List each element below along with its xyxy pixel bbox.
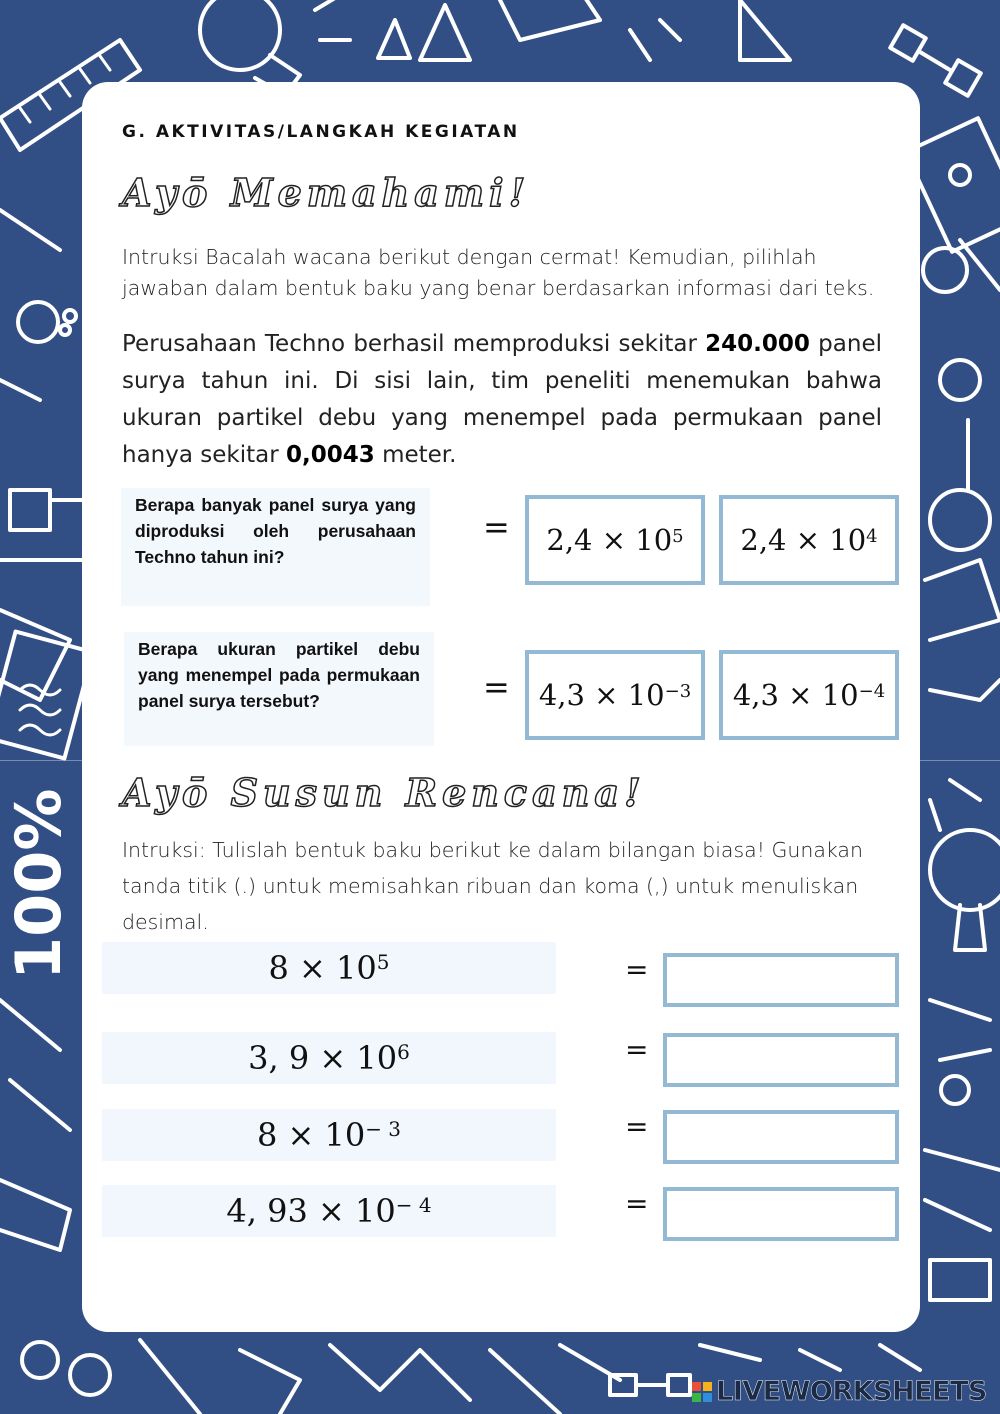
liveworksheets-logo <box>692 1376 987 1407</box>
option-q2-a[interactable] <box>525 650 705 740</box>
instruction-convert: Intruksi: Tulislah bentuk baku berikut ke dalam bilangan biasa! Gunakan tanda titik (.) untuk memisahkan ribuan dan koma (,) untuk menuliskan desimal. <box>122 838 863 934</box>
logo-square-i <box>703 1382 712 1391</box>
expression-exponent: 5 <box>376 950 390 974</box>
expression-2 <box>102 1032 556 1084</box>
option-base: 4,3 × 10 <box>538 678 665 712</box>
option-exponent: −3 <box>664 680 692 702</box>
option-exponent: 4 <box>866 525 878 547</box>
reading-passage <box>122 326 882 474</box>
logo-square-l <box>692 1382 701 1391</box>
option-base: 2,4 × 10 <box>740 523 867 557</box>
option-exponent: −4 <box>858 680 886 702</box>
left-lines-doodle <box>0 210 82 700</box>
svg-text:100%: 100% <box>2 788 75 980</box>
equals-sign: = <box>625 1033 649 1066</box>
liveworksheets-logo-icon <box>692 1382 712 1402</box>
expression-exponent: − 4 <box>395 1193 432 1217</box>
expression-base: 8 × 10 <box>256 1116 366 1154</box>
paper-doodle <box>0 632 93 759</box>
passage-text-1: Perusahaan Techno berhasil memproduksi sekitar <box>122 331 706 357</box>
section-heading: G. AKTIVITAS/LANGKAH KEGIATAN <box>122 122 520 142</box>
option-q1-a[interactable] <box>525 495 705 585</box>
right-doodles <box>925 560 1000 1300</box>
option-base: 4,3 × 10 <box>732 678 859 712</box>
passage-number-2: 0,0043 <box>286 442 375 468</box>
logo-square-e <box>703 1393 712 1402</box>
percent-doodle <box>0 788 75 1250</box>
expression-4 <box>102 1185 556 1237</box>
option-base: 2,4 × 10 <box>546 523 673 557</box>
passage-number-1: 240.000 <box>705 331 810 357</box>
lightbulb-doodle <box>200 0 350 95</box>
expression-base: 4, 93 × 10 <box>226 1192 396 1230</box>
expression-3 <box>102 1109 556 1161</box>
option-q1-b[interactable] <box>719 495 899 585</box>
liveworksheets-wordmark: LIVEWORKSHEETS <box>716 1376 987 1407</box>
option-q2-b[interactable] <box>719 650 899 740</box>
expression-base: 3, 9 × 10 <box>248 1039 398 1077</box>
equals-sign: = <box>483 668 510 706</box>
expression-exponent: − 3 <box>365 1117 402 1141</box>
answer-input-3[interactable] <box>663 1110 899 1164</box>
question-2: Berapa ukuran partikel debu yang menempel pada permukaan panel surya tersebut? <box>124 632 434 746</box>
expression-1 <box>102 942 556 994</box>
equals-sign: = <box>625 953 649 986</box>
title-plan: Ayō Susun Rencana! <box>122 770 646 815</box>
title-understand: Ayō Memahami! <box>122 170 531 215</box>
instruction-reading: Intruksi Bacalah wacana berikut dengan cermat! Kemudian, pilihlah jawaban dalam bentuk baku yang benar berdasarkan informasi dari teks. <box>122 245 875 300</box>
flask-doodle <box>378 0 680 60</box>
answer-input-1[interactable] <box>663 953 899 1007</box>
passage-text-3: meter. <box>374 442 457 468</box>
expression-base: 8 × 10 <box>268 949 377 987</box>
equals-sign: = <box>483 508 510 546</box>
equals-sign: = <box>625 1110 649 1143</box>
answer-input-2[interactable] <box>663 1033 899 1087</box>
logo-square-v <box>692 1393 701 1402</box>
answer-input-4[interactable] <box>663 1187 899 1241</box>
equals-sign: = <box>625 1187 649 1220</box>
passage-text-2: panel surya tahun ini. Di sisi lain, tim peneliti menemukan bahwa ukuran partikel debu yang menempel pada permukaan panel hanya sekitar <box>122 331 882 468</box>
expression-exponent: 6 <box>397 1040 410 1064</box>
question-1: Berapa banyak panel surya yang diproduksi oleh perusahaan Techno tahun ini? <box>121 488 430 606</box>
option-exponent: 5 <box>672 525 684 547</box>
